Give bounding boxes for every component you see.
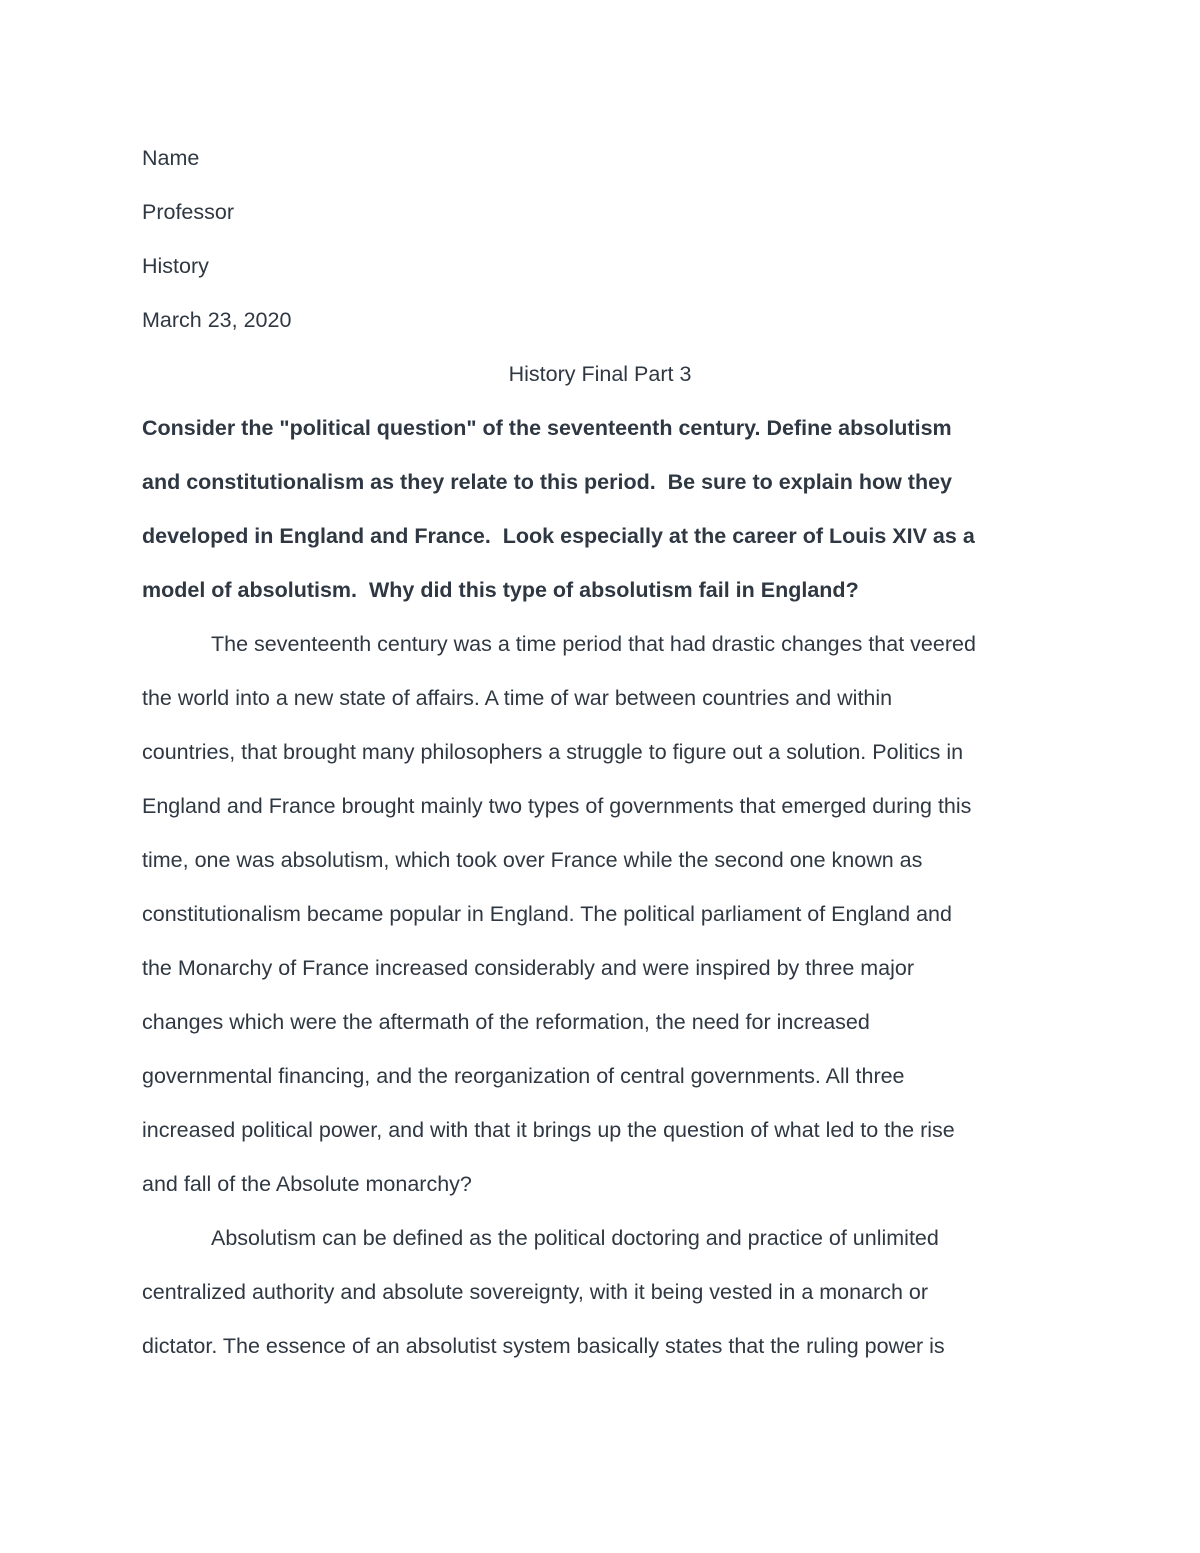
paragraph-1-line: increased political power, and with that it brings up the question of what led to the rise [142, 1118, 955, 1142]
student-name: Name [142, 146, 200, 170]
prompt-line: developed in England and France. Look especially at the career of Louis XIV as a [142, 524, 975, 548]
prompt-line: model of absolutism. Why did this type of absolutism fail in England? [142, 578, 859, 602]
paragraph-1-line: the world into a new state of affairs. A time of war between countries and within [142, 686, 893, 710]
prompt-line: and constitutionalism as they relate to this period. Be sure to explain how they [142, 470, 952, 494]
paragraph-1-line: the Monarchy of France increased considerably and were inspired by three major [142, 956, 915, 980]
course-name: History [142, 254, 209, 278]
essay-title: History Final Part 3 [508, 362, 692, 386]
paragraph-2-line: Absolutism can be defined as the political doctoring and practice of unlimited [211, 1226, 939, 1250]
paragraph-1-line: countries, that brought many philosophers a struggle to figure out a solution. Politics in [142, 740, 964, 764]
paragraph-1-line: time, one was absolutism, which took over France while the second one known as [142, 848, 923, 872]
paragraph-1-line: The seventeenth century was a time period that had drastic changes that veered [211, 632, 976, 656]
paragraph-2-line: centralized authority and absolute sovereignty, with it being vested in a monarch or [142, 1280, 928, 1304]
paragraph-1-line: governmental financing, and the reorganization of central governments. All three [142, 1064, 905, 1088]
paragraph-1-line: and fall of the Absolute monarchy? [142, 1172, 472, 1196]
prompt-line: Consider the "political question" of the seventeenth century. Define absolutism [142, 416, 952, 440]
paragraph-1-line: constitutionalism became popular in England. The political parliament of England and [142, 902, 952, 926]
essay-date: March 23, 2020 [142, 308, 292, 332]
paragraph-2-line: dictator. The essence of an absolutist system basically states that the ruling power is [142, 1334, 945, 1358]
paragraph-1-line: England and France brought mainly two types of governments that emerged during this [142, 794, 972, 818]
paragraph-1-line: changes which were the aftermath of the reformation, the need for increased [142, 1010, 870, 1034]
professor-name: Professor [142, 200, 235, 224]
